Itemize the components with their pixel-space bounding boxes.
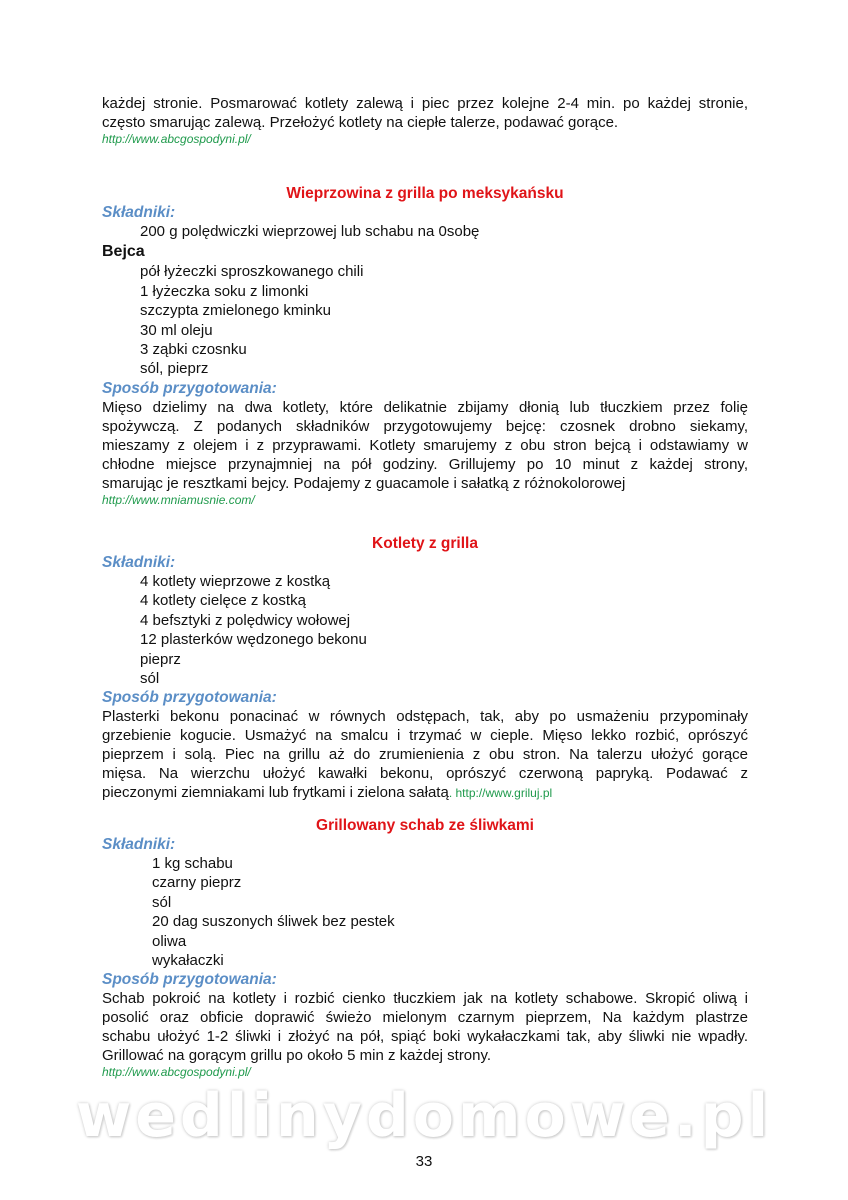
paragraph-line: posolić oraz obficie doprawić świeżo mielonym czarnym pieprzem, Na każdym plastrze <box>102 1009 748 1027</box>
recipe-title: Wieprzowina z grilla po meksykańsku <box>286 185 564 202</box>
paragraph-line: spożywczą. Z podanych składników przygotowujemy bejcę: czosnek drobno siekamy, <box>102 417 748 435</box>
ingredient-item: 200 g polędwiczki wieprzowej lub schabu na 0sobę <box>140 223 480 240</box>
page-number: 33 <box>415 1153 433 1170</box>
ingredient-item: 1 kg schabu <box>152 855 233 872</box>
ingredient-item: 4 kotlety wieprzowe z kostką <box>140 573 331 590</box>
recipe-schab <box>102 816 748 1079</box>
ingredient-item: szczypta zmielonego kminku <box>140 302 331 320</box>
ingredients-label: Składniki: <box>102 554 176 571</box>
source-link[interactable]: http://www.abcgospodyni.pl/ <box>102 1065 251 1080</box>
ingredient-item: sól, pieprz <box>140 360 209 378</box>
ingredient-item: czarny pieprz <box>152 874 242 892</box>
source-link[interactable]: http://www.mniamusnie.com/ <box>102 492 255 507</box>
paragraph-line: Schab pokroić na kotlety i rozbić cienko tłuczkiem jak na kotlety schabowe. Skropić oliwą i <box>102 990 748 1008</box>
ingredient-item: pół łyżeczki sproszkowanego chili <box>140 263 364 281</box>
recipe-wieprzowina <box>102 184 748 507</box>
method-label: Sposób przygotowania: <box>102 689 277 707</box>
source-link[interactable]: http://www.abcgospodyni.pl/ <box>102 132 251 146</box>
ingredient-item: sól <box>152 893 172 911</box>
paragraph-line: Plasterki bekonu ponacinać w równych odstępach, tak, aby po usmażeniu przypominały <box>102 708 748 726</box>
paragraph-line: często smarując zalewą. Przełożyć kotlety na ciepłe talerze, podawać gorące. <box>102 114 619 131</box>
paragraph-text: pieczonymi ziemniakami lub frytkami i zielona sałatą <box>102 784 449 802</box>
source-link[interactable]: . http://www.griluj.pl <box>448 786 553 801</box>
recipe-title: Kotlety z grilla <box>372 535 478 552</box>
ingredient-item: oliwa <box>152 932 187 950</box>
ingredient-item: 4 befsztyki z polędwicy wołowej <box>140 611 351 629</box>
method-label: Sposób przygotowania: <box>102 971 277 989</box>
paragraph-line: schabu ułożyć 1-2 śliwki i złożyć na pół, spiąć boki wykałaczkami tak, aby śliwki nie wpadły. <box>102 1028 748 1046</box>
ingredient-item: 30 ml oleju <box>140 321 213 339</box>
paragraph-line: Grillować na gorącym grillu po około 5 min z każdej strony. <box>102 1047 492 1065</box>
paragraph-line: mieszamy z olejem i z przyprawami. Kotlety smarujemy z obu stron bejcą i odstawiamy w <box>102 436 748 454</box>
ingredients-label: Składniki: <box>102 204 176 221</box>
paragraph-line: chłodne miejsce przynajmniej na pół godziny. Grillujemy po 10 minut z każdej strony, <box>102 455 748 473</box>
ingredient-item: sól <box>140 669 160 687</box>
method-label: Sposób przygotowania: <box>102 379 277 397</box>
ingredient-item: 3 ząbki czosnku <box>140 340 247 358</box>
paragraph-line: smarując je resztkami bejcy. Podajemy z guacamole i sałatką z różnokolorowej <box>102 474 626 492</box>
paragraph-line <box>102 783 748 802</box>
ingredient-item: wykałaczki <box>152 951 224 969</box>
paragraph-line: każdej stronie. Posmarować kotlety zalewą i piec przez kolejne 2-4 min. po każdej stronie, <box>102 95 748 112</box>
paragraph-line: pieprzem i solą. Piec na grillu aż do zrumienienia z obu stron. Na talerzu ułożyć gorące <box>102 746 748 764</box>
subheading: Bejca <box>102 243 145 261</box>
ingredient-item: 20 dag suszonych śliwek bez pestek <box>152 913 395 931</box>
watermark: wedlinydomowe.pl <box>75 1081 773 1151</box>
ingredient-item: 1 łyżeczka soku z limonki <box>140 282 309 300</box>
ingredient-item: pieprz <box>140 650 181 668</box>
paragraph-line: Mięso dzielimy na dwa kotlety, które delikatnie zbijamy dłonią lub tłuczkiem przez folię <box>102 398 748 416</box>
recipe-kotlety <box>102 534 748 802</box>
intro-section <box>102 94 748 146</box>
ingredients-label: Składniki: <box>102 836 176 853</box>
paragraph-line: mięsa. Na wierzchu ułożyć kawałki bekonu, oprószyć czerwoną papryką. Podawać z <box>102 765 748 783</box>
paragraph-line: grzebienie kogucie. Usmażyć na smalcu i trzymać w cieple. Mięso lekko rozbić, oprószyć <box>102 727 748 745</box>
ingredient-item: 4 kotlety cielęce z kostką <box>140 592 306 610</box>
ingredient-item: 12 plasterków wędzonego bekonu <box>140 631 367 649</box>
recipe-title: Grillowany schab ze śliwkami <box>316 817 534 834</box>
